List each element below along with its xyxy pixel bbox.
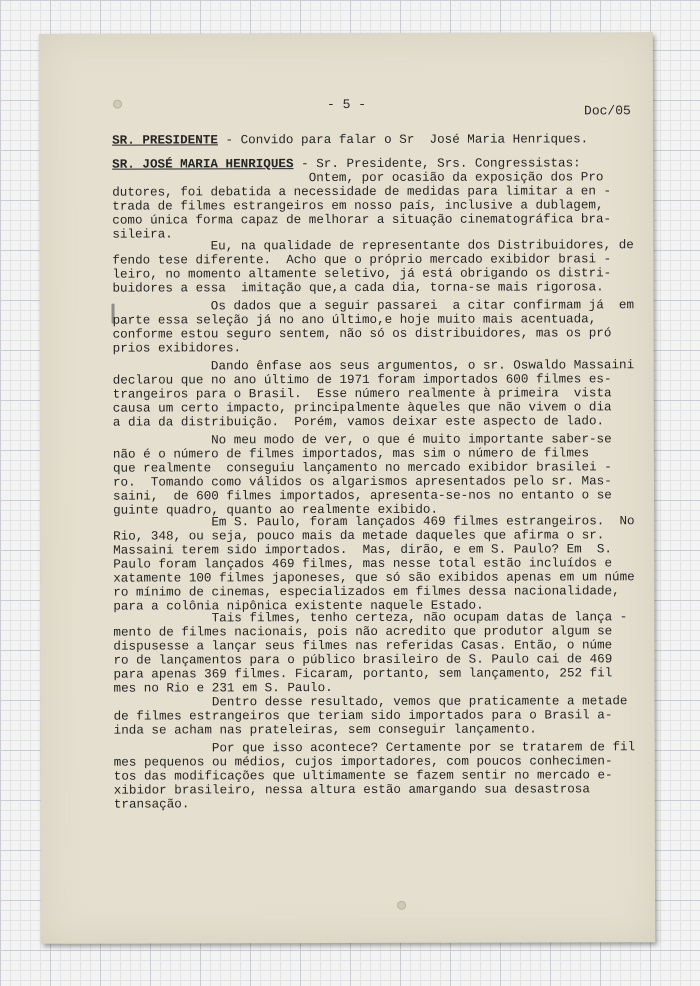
paragraph-line: que realmente conseguiu lançamento no mercado exibidor brasilei - xyxy=(112,460,612,476)
page-mark xyxy=(397,901,406,910)
paragraph-line: dutores, foi debatida a necessidade de medidas para limitar a en - xyxy=(112,184,612,200)
paragraph-line: saini, de 600 filmes importados, apresenta-se-nos no entanto o se xyxy=(113,488,612,504)
statement-line xyxy=(112,132,588,147)
paragraph-line: fendo tese diferente. Acho que o próprio mercado exibidor brasi - xyxy=(112,252,612,268)
paragraph-line: Ontem, por ocasião da exposição dos Pro xyxy=(112,170,604,186)
paragraph xyxy=(114,740,636,811)
page-number: - 5 - xyxy=(326,96,367,113)
paragraph-line: Rio, 348, ou seja, pouco mais da metade daqueles que afirma o sr. xyxy=(113,528,605,544)
paragraph xyxy=(113,432,612,517)
paragraph-line: inda se acham nas prateleiras, sem conseguir lançamento. xyxy=(113,722,537,738)
paragraph-line: Massaini terem sido importados. Mas, dirão, e em S. Paulo? Em S. xyxy=(113,542,612,558)
document-page xyxy=(39,32,655,944)
paragraph-line: dispusesse a lançar seus filmes nas referidas Casas. Então, o núme xyxy=(113,638,613,654)
statement-text: - Convido para falar o Sr José Maria Henriques. xyxy=(217,132,589,148)
paragraph xyxy=(113,298,635,355)
paragraph-line: Dentro desse resultado, vemos que praticamente a metade xyxy=(113,694,628,710)
president-statement xyxy=(112,132,588,147)
paragraph xyxy=(113,358,635,429)
paragraph-line: ro mínimo de cinemas, especializados em filmes dessa nacionalidade, xyxy=(113,584,620,600)
paragraph-line: Em S. Paulo, foram lançados 469 filmes estrangeiros. No xyxy=(113,514,635,530)
paragraph-line: conforme estou seguro sentem, não só os distribuidores, mas os pró xyxy=(112,326,612,342)
paragraph-line: leiro, no momento altamente seletivo, já está obrigando os distri- xyxy=(112,266,612,282)
paragraph-line: buidores a essa imitação que,a cada dia, torna-se mais rigorosa. xyxy=(112,280,604,296)
paragraph-line: mento de filmes nacionais, pois não acredito que produtor algum se xyxy=(113,624,613,640)
paragraph-line: trangeiros para o Brasil. Esse número realmente à primeira vista xyxy=(112,386,612,402)
paragraph-line: transação. xyxy=(113,797,190,812)
paragraph-line: Paulo foram lançados 469 filmes, mas nesse total estão incluídos e xyxy=(113,556,613,572)
paragraph-line: Os dados que a seguir passarei a citar confirmam já em xyxy=(112,298,635,314)
paragraph-line: xatamente 100 filmes japoneses, que só são exibidos apenas em um núme xyxy=(113,570,635,586)
paragraph-line: Por que isso acontece? Certamente por se tratarem de fil xyxy=(113,740,636,756)
paragraph-line: mes no Rio e 231 em S. Paulo. xyxy=(113,681,333,696)
paragraph-line: trada de filmes estrangeiros em nosso país, inclusive a dublagem, xyxy=(112,198,604,214)
paragraph-line: xibidor brasileiro, nessa altura estão amargando sua desastrosa xyxy=(113,782,590,798)
paragraph-line: tos das modificações que ultimamente se fazem sentir no mercado e- xyxy=(113,768,613,784)
paragraph-line: de filmes estrangeiros que teriam sido importados para o Brasil a- xyxy=(113,708,613,724)
paragraph-line: No meu modo de ver, o que é muito importante saber-se xyxy=(112,432,612,448)
paragraph-line: Eu, na qualidade de representante dos Distribuidores, de xyxy=(112,238,634,254)
paragraph-line: parte essa seleção já no ano último,e hoje muito mais acentuada, xyxy=(112,312,597,328)
paragraph-line: Dando ênfase aos seus argumentos, o sr. Oswaldo Massaini xyxy=(112,358,635,374)
paragraph-line: não é o número de filmes importados, mas sim o número de filmes xyxy=(112,446,590,462)
statement-text: - Sr. Presidente, Srs. Congressistas: xyxy=(293,156,581,172)
statement-line xyxy=(112,156,611,171)
paragraph-line: a dia da distribuição. Porém, vamos deixar este aspecto de lado. xyxy=(112,414,605,430)
speaker-name: SR. JOSÉ MARIA HENRIQUES xyxy=(112,157,294,172)
paragraph xyxy=(113,610,627,695)
paragraph-line: ro de lançamentos para o público brasileiro de S. Paulo cai de 469 xyxy=(113,652,613,668)
page-mark xyxy=(113,100,122,109)
paragraph-line: Tais filmes, tenho certeza, não ocupam datas de lança - xyxy=(113,610,628,626)
speaker-name: SR. PRESIDENTE xyxy=(112,133,218,148)
paragraph-line: causa um certo impacto, principalmente àqueles que não vivem o dia xyxy=(112,400,612,416)
paragraph-line: prios exibidores. xyxy=(112,341,242,356)
paragraph-line: declarou que no ano último de 1971 foram importados 600 filmes es- xyxy=(112,372,612,388)
paragraph-line: ro. Tomando como válidos os algarismos apresentados pelo sr. Mas- xyxy=(112,474,612,490)
paragraph-line: como única forma capaz de melhorar a situação cinematográfica bra- xyxy=(112,212,612,228)
paragraph xyxy=(113,514,635,613)
paragraph xyxy=(112,238,634,295)
paragraph xyxy=(114,694,628,737)
paragraph-line: sileira. xyxy=(112,227,173,242)
paragraph-line: mes pequenos ou médios, cujos importadores, com poucos conhecimen- xyxy=(113,754,613,770)
paragraph-line: para a colônia nipônica existente naquele Estado. xyxy=(113,598,484,614)
henriques-statement xyxy=(112,156,611,241)
document-reference: Doc/05 xyxy=(583,103,631,119)
paragraph-line: guinte quadro, quanto ao realmente exibido. xyxy=(113,502,439,518)
paragraph-line: para apenas 369 filmes. Ficaram, portanto, sem lançamento, 252 fil xyxy=(113,666,613,682)
